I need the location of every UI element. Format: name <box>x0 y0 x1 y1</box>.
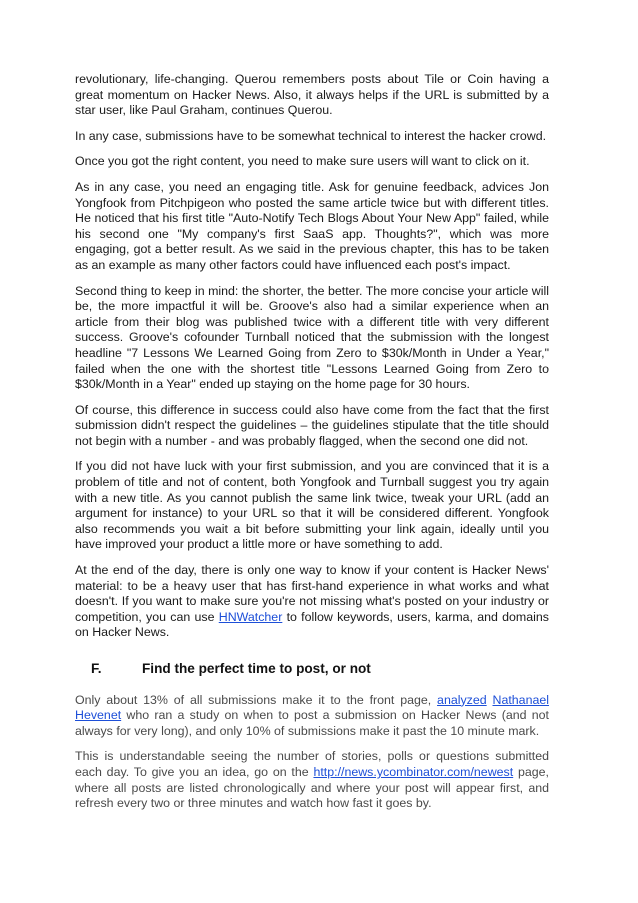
paragraph-technical: In any case, submissions have to be somewhat technical to interest the hacker crowd. <box>75 128 547 143</box>
paragraph-hnwatcher <box>75 563 549 641</box>
document-page <box>75 72 549 822</box>
paragraph-try-again: If you did not have luck with your first submission, and you are convinced that it is a problem of title and not of content, both Yongfook and Turnball suggest you try again with a new title. As you cannot publish the same link twice, tweak your URL (add an argument for instance) to your URL so that it will be considered different. Yongfook also recommends you wait a bit before submitting your link again, ideally until you have improved your product a little more or have something to add. <box>75 459 549 552</box>
paragraph-stats-text-before: Only about 13% of all submissions make it to the front page, <box>75 692 438 707</box>
analyzed-link[interactable]: analyzed <box>437 692 487 707</box>
paragraph-hnwatcher-text-after: to follow keywords, users, karma, and domains on Hacker News. <box>75 609 549 640</box>
paragraph-newest-text-before: This is understandable seeing the number of stories, polls or questions submitted each day. To give you an idea, go on the <box>75 749 549 779</box>
newest-page-link[interactable]: http://news.ycombinator.com/newest <box>313 764 514 779</box>
paragraph-hnwatcher-text-before: At the end of the day, there is only one way to know if your content is Hacker News' material: to be a heavy user that has first-hand experience in what works and what doesn't. If you want to make sure you're not missing what's posted on your industry or competition, you can use <box>75 563 549 624</box>
paragraph-engaging-title: As in any case, you need an engaging title. Ask for genuine feedback, advices Jon Yongfook from Pitchpigeon who posted the same article twice but with different titles. He noticed that his first title "Auto-Notify Tech Blogs About Your New App" failed, while his second one "My company's first SaaS app. Thoughts?", which was more engaging, got a better result. As we said in the previous chapter, this has to be taken as an example as many other factors could have influenced each post's impact. <box>75 179 549 272</box>
section-heading <box>75 661 549 677</box>
paragraph-guidelines: Of course, this difference in success could also have come from the fact that the first submission didn't respect the guidelines – the guidelines stipulate that the title should not begin with a number - and was probably flagged, when the second one did not. <box>75 402 549 448</box>
paragraph-newest-page <box>75 749 549 811</box>
paragraph-querou: revolutionary, life-changing. Querou remembers posts about Tile or Coin having a great momentum on Hacker News. Also, it always helps if the URL is submitted by a star user, like Paul Graham, continues Querou. <box>75 72 549 118</box>
paragraph-submissions-stats <box>75 693 549 740</box>
section-number: F. <box>91 661 102 676</box>
hnwatcher-link[interactable]: HNWatcher <box>218 609 283 624</box>
nathanael-hevenet-link[interactable]: Nathanael Hevenet <box>75 692 549 723</box>
paragraph-newest-text-after: page, where all posts are listed chronologically and where your post will appear first, and refresh every two or three minutes and watch how fast it goes by. <box>75 764 550 811</box>
paragraph-right-content: Once you got the right content, you need to make sure users will want to click on it. <box>75 154 530 169</box>
paragraph-shorter-better: Second thing to keep in mind: the shorter, the better. The more concise your article will be, the more impactful it will be. Groove's also had a similar experience when an article from their blog was published twice with a different title with very different success. Groove's cofounder Turnball noticed that the submission with the longest headline "7 Lessons We Learned Going from Zero to $30k/Month in Under a Year," failed when the one with the shortest title "Lessons Learned Going from Zero to $30k/Month in a Year" ended up staying on the home page for 30 hours. <box>75 283 549 392</box>
paragraph-stats-text-after: who ran a study on when to post a submission on Hacker News (and not always for very long), and only 10% of submissions make it past the 10 minute mark. <box>75 708 549 738</box>
section-title: Find the perfect time to post, or not <box>142 661 371 676</box>
